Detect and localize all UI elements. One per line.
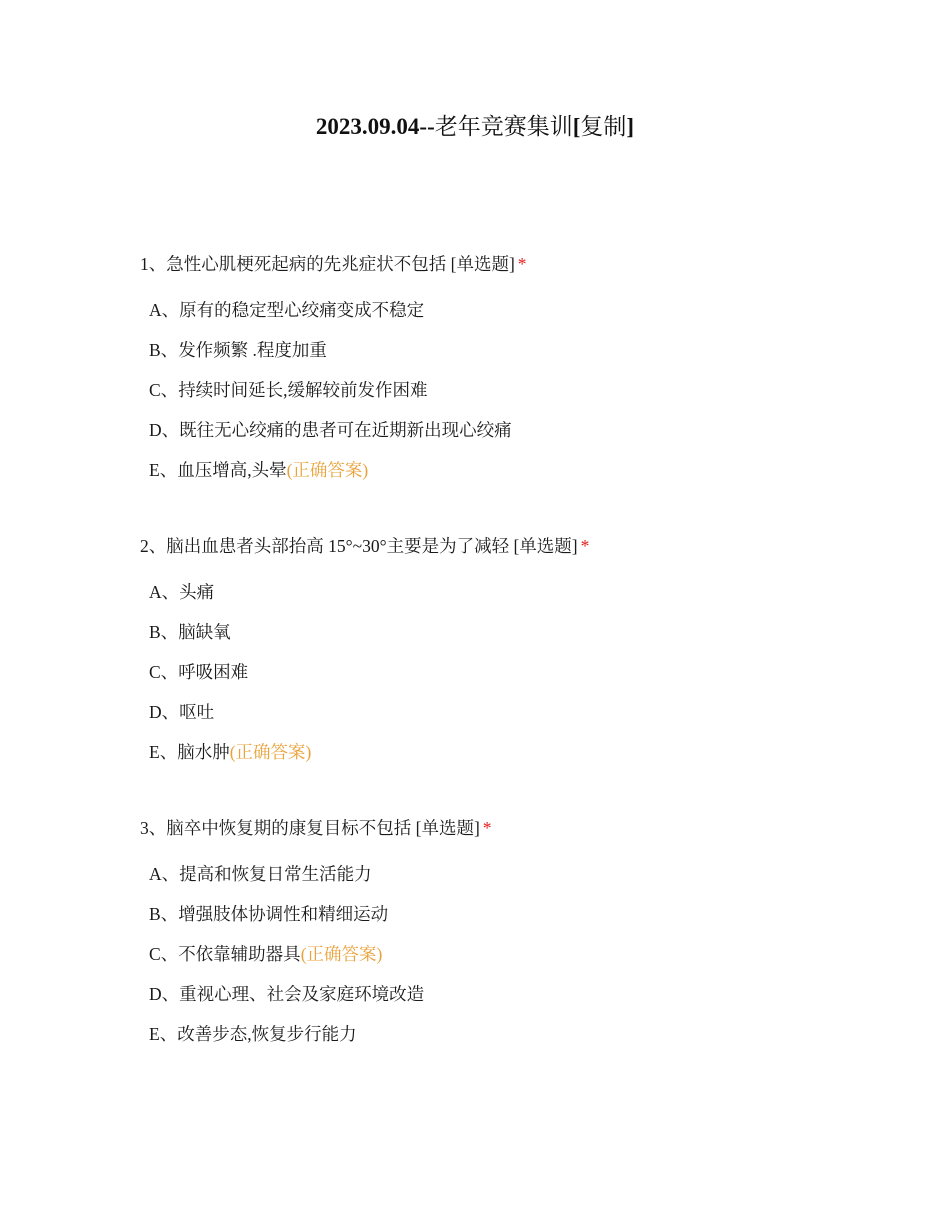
option-d[interactable] <box>149 981 900 1007</box>
required-mark: * <box>580 536 590 556</box>
option-text: 脑水肿 <box>177 742 230 762</box>
survey-title-date: 2023.09.04-- <box>315 114 435 139</box>
option-text: 增强肢体协调性和精细运动 <box>178 904 389 924</box>
option-text: 不依靠辅助器具 <box>178 944 301 964</box>
option-letter: E、 <box>149 1024 178 1044</box>
option-c[interactable] <box>149 659 900 685</box>
option-text: 既往无心绞痛的患者可在近期新出现心绞痛 <box>179 420 512 440</box>
option-e[interactable] <box>149 739 900 765</box>
option-text: 呕吐 <box>179 702 215 722</box>
option-letter: A、 <box>149 582 180 602</box>
question-2 <box>140 533 900 779</box>
question-type: [单选题] <box>509 536 578 556</box>
option-c[interactable] <box>149 941 900 967</box>
option-letter: B、 <box>149 904 179 924</box>
survey-title-name: 老年竞赛集训 <box>434 114 573 139</box>
question-title <box>140 533 900 559</box>
option-text: 原有的稳定型心绞痛变成不稳定 <box>179 300 425 320</box>
option-letter: C、 <box>149 662 179 682</box>
question-type: [单选题] <box>411 818 480 838</box>
option-list <box>140 297 900 483</box>
question-number: 1、 <box>140 254 167 274</box>
question-number: 3、 <box>140 818 167 838</box>
option-text: 脑缺氧 <box>178 622 231 642</box>
option-list <box>140 861 900 1047</box>
option-letter: C、 <box>149 944 179 964</box>
option-letter: E、 <box>149 742 178 762</box>
option-text: 提高和恢复日常生活能力 <box>179 864 372 884</box>
option-text: 发作频繁 .程度加重 <box>178 340 327 360</box>
survey-title-copy: 复制 <box>580 114 627 139</box>
option-letter: E、 <box>149 460 178 480</box>
option-c[interactable] <box>149 377 900 403</box>
question-3 <box>140 815 900 1061</box>
option-text: 重视心理、社会及家庭环境改造 <box>179 984 425 1004</box>
option-d[interactable] <box>149 699 900 725</box>
option-e[interactable] <box>149 457 900 483</box>
option-text: 持续时间延长,缓解较前发作困难 <box>178 380 428 400</box>
option-letter: A、 <box>149 300 180 320</box>
question-type: [单选题] <box>446 254 515 274</box>
option-a[interactable] <box>149 861 900 887</box>
option-letter: B、 <box>149 340 179 360</box>
required-mark: * <box>482 818 492 838</box>
correct-answer-label: (正确答案) <box>286 460 369 480</box>
option-text: 血压增高,头晕 <box>177 460 287 480</box>
correct-answer-label: (正确答案) <box>300 944 383 964</box>
survey-title-bracket-close: ] <box>626 114 635 139</box>
option-letter: D、 <box>149 420 180 440</box>
option-a[interactable] <box>149 579 900 605</box>
option-letter: C、 <box>149 380 179 400</box>
question-title <box>140 815 900 841</box>
option-d[interactable] <box>149 417 900 443</box>
question-text: 脑卒中恢复期的康复目标不包括 <box>166 818 412 838</box>
question-1 <box>140 251 900 497</box>
option-list <box>140 579 900 765</box>
question-text: 急性心肌梗死起病的先兆症状不包括 <box>166 254 447 274</box>
option-b[interactable] <box>149 901 900 927</box>
option-text: 改善步态,恢复步行能力 <box>177 1024 357 1044</box>
option-a[interactable] <box>149 297 900 323</box>
question-number: 2、 <box>140 536 167 556</box>
survey-title-bracket-open: [ <box>572 114 581 139</box>
option-text: 头痛 <box>179 582 215 602</box>
option-letter: D、 <box>149 702 180 722</box>
correct-answer-label: (正确答案) <box>229 742 312 762</box>
option-letter: D、 <box>149 984 180 1004</box>
option-letter: B、 <box>149 622 179 642</box>
question-title <box>140 251 900 277</box>
option-letter: A、 <box>149 864 180 884</box>
option-e[interactable] <box>149 1021 900 1047</box>
option-b[interactable] <box>149 337 900 363</box>
survey-title <box>0 110 950 144</box>
option-text: 呼吸困难 <box>178 662 249 682</box>
option-b[interactable] <box>149 619 900 645</box>
question-text: 脑出血患者头部抬高 15°~30°主要是为了减轻 <box>166 536 510 556</box>
required-mark: * <box>517 254 527 274</box>
